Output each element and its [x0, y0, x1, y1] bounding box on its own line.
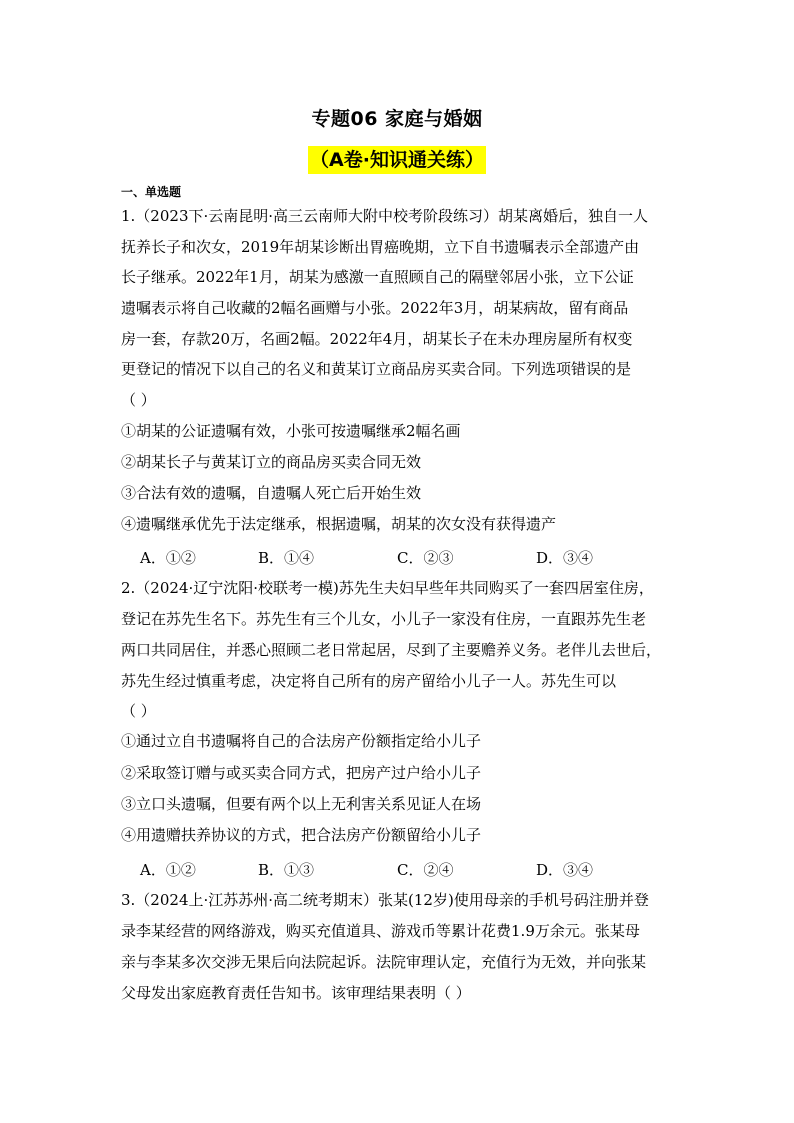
q2-statement: ①通过立自书遗嘱将自己的合法房产份额指定给小儿子: [121, 732, 482, 750]
q1-statement: ①胡某的公证遗嘱有效，小张可按遗嘱继承2幅名画: [121, 422, 461, 440]
q2-statement: ③立口头遗嘱，但要有两个以上无利害关系见证人在场: [121, 795, 482, 813]
q1-stem-line: 遗嘱表示将自己收藏的2幅名画赠与小张。2022年3月，胡某病故，留有商品: [121, 299, 629, 317]
q1-option-b: B．①④: [258, 549, 315, 567]
q1-option-d: D．③④: [536, 549, 594, 567]
q2-option-c: C．②④: [397, 861, 454, 879]
q1-option-a: A．①②: [140, 549, 196, 567]
q2-statement: ④用遗赠扶养协议的方式，把合法房产份额留给小儿子: [121, 826, 482, 844]
q3-stem-line: 录李某经营的网络游戏，购买充值道具、游戏币等累计花费1.9万余元。张某母: [121, 922, 640, 940]
q2-answer-blank: （ ）: [121, 702, 156, 720]
q1-stem-line: 1.（2023下·云南昆明·高三云南师大附中校考阶段练习）胡某离婚后，独自一人: [121, 207, 649, 225]
q1-stem-line: 长子继承。2022年1月，胡某为感激一直照顾自己的隔壁邻居小张，立下公证: [121, 268, 634, 286]
q1-statement: ④遗嘱继承优先于法定继承，根据遗嘱，胡某的次女没有获得遗产: [121, 515, 557, 533]
q2-option-d: D．③④: [536, 861, 594, 879]
q2-stem-line: 两口共同居住，并悉心照顾二老日常起居，尽到了主要赡养义务。老伴儿去世后，: [121, 641, 662, 659]
q2-stem-line: 苏先生经过慎重考虑，决定将自己所有的房产留给小儿子一人。苏先生可以: [121, 672, 617, 690]
q1-statement: ③合法有效的遗嘱，自遗嘱人死亡后开始生效: [121, 484, 422, 502]
q2-option-a: A．①②: [140, 861, 196, 879]
q2-stem-line: 2.（2024·辽宁沈阳·校联考一模)苏先生夫妇早些年共同购买了一套四居室住房，: [121, 579, 654, 597]
q3-stem-line: 3.（2024上·江苏苏州·高二统考期末）张某(12岁)使用母亲的手机号码注册并登: [121, 891, 649, 909]
q1-statement: ②胡某长子与黄某订立的商品房买卖合同无效: [121, 453, 422, 471]
q2-option-b: B．①③: [258, 861, 315, 879]
section-heading: 一、单选题: [121, 185, 182, 199]
page-title: 专题06 家庭与婚姻: [311, 108, 483, 130]
q3-stem-line: 亲与李某多次交涉无果后向法院起诉。法院审理认定，充值行为无效，并向张某: [121, 953, 647, 971]
q3-stem-line: 父母发出家庭教育责任告知书。该审理结果表明（ ）: [121, 984, 471, 1002]
q1-option-c: C．②③: [397, 549, 454, 567]
q2-stem-line: 登记在苏先生名下。苏先生有三个儿女，小儿子一家没有住房，一直跟苏先生老: [121, 610, 647, 628]
subtitle-container: [0, 146, 794, 174]
page-subtitle: （A卷·知识通关练）: [308, 146, 486, 174]
q1-answer-blank: （ ）: [121, 391, 156, 409]
q1-stem-line: 抚养长子和次女，2019年胡某诊断出胃癌晚期，立下自书遗嘱表示全部遗产由: [121, 238, 640, 256]
q1-stem-line: 房一套，存款20万，名画2幅。2022年4月，胡某长子在未办理房屋所有权变: [121, 330, 633, 348]
q1-stem-line: 更登记的情况下以自己的名义和黄某订立商品房买卖合同。下列选项错误的是: [121, 360, 632, 378]
q2-statement: ②采取签订赠与或买卖合同方式，把房产过户给小儿子: [121, 764, 482, 782]
